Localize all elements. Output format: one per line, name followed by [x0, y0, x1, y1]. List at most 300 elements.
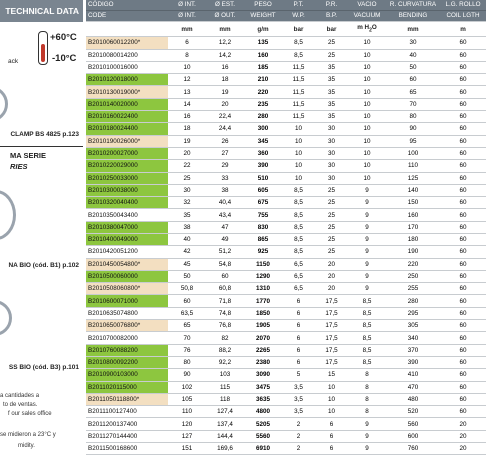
- table-cell: 6,5: [282, 283, 315, 295]
- table-cell: 9: [348, 221, 386, 233]
- max-temperature: +60°C: [50, 32, 77, 43]
- weight-cell: 510: [244, 172, 282, 184]
- table-cell: 12: [168, 74, 206, 86]
- product-code: B2010420051200: [86, 246, 168, 258]
- table-cell: 60: [440, 270, 486, 282]
- table-cell: 10: [348, 86, 386, 98]
- weight-cell: 1770: [244, 295, 282, 307]
- table-cell: 103: [206, 369, 244, 381]
- table-cell: 280: [386, 295, 440, 307]
- weight-cell: 1150: [244, 258, 282, 270]
- table-cell: 70: [168, 332, 206, 344]
- table-row: [86, 61, 486, 73]
- table-cell: 88,2: [206, 344, 244, 356]
- table-row: [86, 406, 486, 418]
- product-code: B2010300038000: [86, 184, 168, 196]
- unit-label: m: [440, 22, 486, 37]
- table-cell: 9: [348, 283, 386, 295]
- table-cell: 8,5: [348, 332, 386, 344]
- table-cell: 35: [315, 111, 348, 123]
- table-cell: 10: [348, 111, 386, 123]
- column-header: Ø INT.: [168, 0, 206, 11]
- table-cell: 60: [440, 37, 486, 49]
- table-cell: 3,5: [282, 381, 315, 393]
- table-cell: 60: [440, 172, 486, 184]
- table-row: [86, 221, 486, 233]
- table-row: [86, 86, 486, 98]
- product-code: B2010060012200*: [86, 37, 168, 49]
- table-cell: 305: [386, 320, 440, 332]
- table-cell: 10: [348, 172, 386, 184]
- table-cell: 80: [168, 356, 206, 368]
- product-code: B2010130019000*: [86, 86, 168, 98]
- weight-cell: 830: [244, 221, 282, 233]
- left-info-panel: [0, 0, 83, 466]
- table-cell: 10: [348, 37, 386, 49]
- column-header: Ø INT.: [168, 11, 206, 22]
- weight-cell: 3635: [244, 393, 282, 405]
- table-row: [86, 344, 486, 356]
- table-cell: 8: [348, 406, 386, 418]
- column-header: COIL LGTH: [440, 11, 486, 22]
- table-cell: 125: [386, 172, 440, 184]
- table-cell: 65: [168, 320, 206, 332]
- product-code: B2011020115000: [86, 381, 168, 393]
- table-cell: 110: [386, 160, 440, 172]
- table-cell: 63,5: [168, 307, 206, 319]
- bio-b3-reference: SS BIO (cód. B3) p.101: [8, 364, 79, 371]
- table-cell: 10: [168, 61, 206, 73]
- table-cell: 470: [386, 381, 440, 393]
- header-row-spanish: [86, 0, 486, 11]
- weight-cell: 755: [244, 209, 282, 221]
- table-cell: 90: [386, 123, 440, 135]
- table-cell: 45: [168, 258, 206, 270]
- table-row: [86, 430, 486, 442]
- product-code: B2010760088200: [86, 344, 168, 356]
- table-cell: 60: [440, 123, 486, 135]
- column-header: W.P.: [282, 11, 315, 22]
- product-code: B2011270144400: [86, 430, 168, 442]
- column-header: P.T.: [282, 0, 315, 11]
- table-row: [86, 307, 486, 319]
- table-cell: 390: [386, 356, 440, 368]
- table-cell: 92,2: [206, 356, 244, 368]
- column-header: WEIGHT: [244, 11, 282, 22]
- table-cell: 11,5: [282, 86, 315, 98]
- table-cell: 49: [206, 234, 244, 246]
- table-cell: 90: [168, 369, 206, 381]
- table-cell: 40: [386, 49, 440, 61]
- weight-cell: 5205: [244, 418, 282, 430]
- table-cell: 30: [315, 135, 348, 147]
- table-row: [86, 184, 486, 196]
- table-cell: 76: [168, 344, 206, 356]
- product-code: B2010080014200: [86, 49, 168, 61]
- weight-cell: 135: [244, 37, 282, 49]
- product-code: B2010100016000: [86, 61, 168, 73]
- column-header: P.R.: [315, 0, 348, 11]
- header-row-english: [86, 11, 486, 22]
- table-cell: 8,5: [348, 356, 386, 368]
- table-row: [86, 320, 486, 332]
- table-cell: 150: [386, 197, 440, 209]
- table-cell: 20: [206, 98, 244, 110]
- table-cell: 10: [348, 160, 386, 172]
- table-row: [86, 147, 486, 159]
- table-row: [86, 74, 486, 86]
- table-cell: 6: [315, 443, 348, 455]
- table-cell: 60: [168, 295, 206, 307]
- table-cell: 11,5: [282, 111, 315, 123]
- table-cell: 127: [168, 430, 206, 442]
- table-cell: 10: [315, 406, 348, 418]
- table-cell: 60: [440, 135, 486, 147]
- table-cell: 20: [440, 443, 486, 455]
- table-cell: 8,5: [282, 221, 315, 233]
- table-cell: 10: [348, 135, 386, 147]
- column-header: Ø EST.: [206, 0, 244, 11]
- product-code: B2011500168600: [86, 443, 168, 455]
- weight-cell: 1290: [244, 270, 282, 282]
- table-cell: 60: [440, 246, 486, 258]
- hose-image: [0, 300, 12, 336]
- table-cell: 42: [168, 246, 206, 258]
- table-cell: 220: [386, 258, 440, 270]
- product-code: B2010250033000: [86, 172, 168, 184]
- column-header: Ø OUT.: [206, 11, 244, 22]
- weight-cell: 185: [244, 61, 282, 73]
- product-code: B2010450054800*: [86, 258, 168, 270]
- table-row: [86, 37, 486, 49]
- table-row: [86, 49, 486, 61]
- table-cell: 600: [386, 430, 440, 442]
- table-cell: 190: [386, 246, 440, 258]
- product-code: B2010635074800: [86, 307, 168, 319]
- table-cell: 13: [168, 86, 206, 98]
- clamp-reference: CLAMP BS 4825 p.123: [10, 131, 79, 138]
- table-row: [86, 381, 486, 393]
- table-cell: 6: [282, 356, 315, 368]
- table-cell: 30: [315, 147, 348, 159]
- table-row: [86, 418, 486, 430]
- table-cell: 20: [315, 270, 348, 282]
- table-cell: 6: [282, 332, 315, 344]
- table-cell: 100: [386, 147, 440, 159]
- table-cell: 50: [168, 270, 206, 282]
- table-cell: 60: [440, 86, 486, 98]
- table-cell: 25: [315, 234, 348, 246]
- table-cell: 15: [315, 369, 348, 381]
- product-code: B2011100127400: [86, 406, 168, 418]
- table-cell: 95: [386, 135, 440, 147]
- table-cell: 25: [315, 209, 348, 221]
- table-cell: 8: [348, 381, 386, 393]
- table-cell: 9: [348, 443, 386, 455]
- table-cell: 25: [315, 221, 348, 233]
- table-cell: 25: [168, 172, 206, 184]
- table-row: [86, 332, 486, 344]
- table-cell: 60: [440, 160, 486, 172]
- table-cell: 560: [386, 418, 440, 430]
- product-code: B2010160022400: [86, 111, 168, 123]
- table-cell: 6,5: [282, 258, 315, 270]
- table-row: [86, 393, 486, 405]
- table-cell: 250: [386, 270, 440, 282]
- weight-cell: 2380: [244, 356, 282, 368]
- column-header: B.P.: [315, 11, 348, 22]
- table-cell: 2: [282, 443, 315, 455]
- table-cell: 40: [168, 234, 206, 246]
- table-cell: 151: [168, 443, 206, 455]
- table-cell: 8,5: [282, 209, 315, 221]
- column-header: CODE: [86, 11, 168, 22]
- product-code: B2010900103000: [86, 369, 168, 381]
- technical-data-table: [86, 0, 481, 466]
- table-row: [86, 295, 486, 307]
- note-line: se midieron a 23°C y: [0, 432, 56, 438]
- table-cell: 8,5: [282, 197, 315, 209]
- table-cell: 6: [282, 295, 315, 307]
- table-cell: 2: [282, 430, 315, 442]
- table-cell: 18: [168, 123, 206, 135]
- table-cell: 60: [440, 221, 486, 233]
- table-cell: 10: [348, 98, 386, 110]
- product-code: B2011050118800*: [86, 393, 168, 405]
- table-cell: 22,4: [206, 111, 244, 123]
- technical-data-header: TECHNICAL DATA: [0, 0, 83, 22]
- table-cell: 60: [440, 406, 486, 418]
- weight-cell: 6910: [244, 443, 282, 455]
- table-cell: 9: [348, 234, 386, 246]
- table-cell: 127,4: [206, 406, 244, 418]
- unit-label: [86, 22, 168, 37]
- table-cell: 10: [282, 147, 315, 159]
- table-cell: 255: [386, 283, 440, 295]
- product-code: B2010120018000: [86, 74, 168, 86]
- table-cell: 26: [206, 135, 244, 147]
- table-cell: 51,2: [206, 246, 244, 258]
- serie-subtitle: RIES: [10, 162, 28, 171]
- table-cell: 14: [168, 98, 206, 110]
- table-cell: 60: [440, 356, 486, 368]
- thermometer-icon: [38, 31, 48, 65]
- table-cell: 17,5: [315, 295, 348, 307]
- table-cell: 10: [348, 49, 386, 61]
- table-cell: 12,2: [206, 37, 244, 49]
- table-row: [86, 246, 486, 258]
- table-cell: 105: [168, 393, 206, 405]
- table-cell: 25: [315, 246, 348, 258]
- column-header: CÓDIGO: [86, 0, 168, 11]
- table-cell: 8,5: [348, 295, 386, 307]
- column-header: BENDING: [386, 11, 440, 22]
- table-cell: 180: [386, 234, 440, 246]
- table-cell: 60: [440, 283, 486, 295]
- weight-cell: 1850: [244, 307, 282, 319]
- product-code: B2010320040400: [86, 197, 168, 209]
- table-cell: 118: [206, 393, 244, 405]
- note-line: a cantidades a: [0, 393, 40, 399]
- table-row: [86, 197, 486, 209]
- unit-label: mm: [206, 22, 244, 37]
- table-cell: 8,5: [282, 49, 315, 61]
- table-cell: 8,5: [282, 246, 315, 258]
- product-code: B2011200137400: [86, 418, 168, 430]
- table-row: [86, 356, 486, 368]
- weight-cell: 160: [244, 49, 282, 61]
- product-code: B2010380047000: [86, 221, 168, 233]
- weight-cell: 925: [244, 246, 282, 258]
- table-cell: 38: [168, 221, 206, 233]
- table-cell: 8,5: [282, 234, 315, 246]
- product-code: B2010400049000: [86, 234, 168, 246]
- table-cell: 8,5: [282, 37, 315, 49]
- table-cell: 16: [206, 61, 244, 73]
- table-cell: 17,5: [315, 307, 348, 319]
- table-cell: 60: [440, 381, 486, 393]
- table-cell: 6,5: [282, 270, 315, 282]
- hose-image: [0, 86, 8, 122]
- table-row: [86, 111, 486, 123]
- table-cell: 25: [315, 184, 348, 196]
- table-cell: 74,8: [206, 307, 244, 319]
- table-cell: 35: [315, 61, 348, 73]
- table-cell: 8,5: [282, 184, 315, 196]
- table-cell: 60: [440, 74, 486, 86]
- table-cell: 27: [206, 147, 244, 159]
- table-cell: 160: [386, 209, 440, 221]
- table-cell: 33: [206, 172, 244, 184]
- table-cell: 60: [440, 234, 486, 246]
- table-cell: 60: [440, 344, 486, 356]
- unit-label: mm: [386, 22, 440, 37]
- table-cell: 6: [168, 37, 206, 49]
- table-cell: 70: [386, 98, 440, 110]
- table-cell: 144,4: [206, 430, 244, 442]
- table-cell: 9: [348, 184, 386, 196]
- table-cell: 9: [348, 430, 386, 442]
- weight-cell: 235: [244, 98, 282, 110]
- serie-title: MA SERIE: [10, 151, 46, 160]
- product-code: B2010200027000: [86, 147, 168, 159]
- table-cell: 11,5: [282, 98, 315, 110]
- table-cell: 60: [386, 74, 440, 86]
- weight-cell: 300: [244, 123, 282, 135]
- table-cell: 20: [315, 258, 348, 270]
- table-cell: 20: [315, 283, 348, 295]
- table-cell: 25: [315, 197, 348, 209]
- table-cell: 60: [440, 320, 486, 332]
- table-cell: 22: [168, 160, 206, 172]
- table-cell: 60: [440, 111, 486, 123]
- table-cell: 10: [315, 381, 348, 393]
- table-cell: 6: [282, 307, 315, 319]
- table-cell: 60: [440, 369, 486, 381]
- table-cell: 6: [282, 320, 315, 332]
- product-code: B2010220029000: [86, 160, 168, 172]
- table-cell: 60: [440, 295, 486, 307]
- weight-cell: 360: [244, 147, 282, 159]
- bio-b1-reference: NA BIO (cód. B1) p.102: [8, 262, 79, 269]
- unit-label: bar: [282, 22, 315, 37]
- table-row: [86, 369, 486, 381]
- table-cell: 6: [315, 418, 348, 430]
- unit-label: bar: [315, 22, 348, 37]
- table-cell: 60: [440, 332, 486, 344]
- table-cell: 120: [168, 418, 206, 430]
- table-cell: 25: [315, 37, 348, 49]
- product-code: B2010700082000: [86, 332, 168, 344]
- table-cell: 25: [315, 49, 348, 61]
- table-cell: 9: [348, 270, 386, 282]
- table-cell: 16: [168, 111, 206, 123]
- table-cell: 60,8: [206, 283, 244, 295]
- table-cell: 6: [282, 344, 315, 356]
- product-code: B2010140020000: [86, 98, 168, 110]
- table-cell: 19: [206, 86, 244, 98]
- product-code: B2010800092200: [86, 356, 168, 368]
- column-header: VACUUM: [348, 11, 386, 22]
- table-cell: 170: [386, 221, 440, 233]
- note-line: midity.: [18, 443, 35, 449]
- table-cell: 11,5: [282, 74, 315, 86]
- table-cell: 480: [386, 393, 440, 405]
- table-cell: 60: [440, 393, 486, 405]
- product-code: B2010190026000*: [86, 135, 168, 147]
- table-cell: 137,4: [206, 418, 244, 430]
- note-line: f our sales office: [8, 411, 52, 417]
- table-cell: 9: [348, 209, 386, 221]
- table-cell: 19: [168, 135, 206, 147]
- table-row: [86, 443, 486, 455]
- table-cell: 43,4: [206, 209, 244, 221]
- product-code: B2010508060800*: [86, 283, 168, 295]
- weight-cell: 280: [244, 111, 282, 123]
- table-cell: 10: [348, 74, 386, 86]
- note-line: to de ventas.: [3, 402, 38, 408]
- table-cell: 60: [440, 258, 486, 270]
- table-cell: 5: [282, 369, 315, 381]
- table-cell: 17,5: [315, 332, 348, 344]
- table-cell: 40,4: [206, 197, 244, 209]
- table-cell: 60: [440, 184, 486, 196]
- ack-text: ack: [8, 58, 19, 65]
- hose-image: [0, 190, 16, 240]
- table-cell: 60: [440, 49, 486, 61]
- table-cell: 24,4: [206, 123, 244, 135]
- weight-cell: 4800: [244, 406, 282, 418]
- table-cell: 3,5: [282, 393, 315, 405]
- table-cell: 30: [315, 172, 348, 184]
- table-cell: 17,5: [315, 344, 348, 356]
- column-header: VACIO: [348, 0, 386, 11]
- table-cell: 29: [206, 160, 244, 172]
- unit-label: mm: [168, 22, 206, 37]
- table-cell: 6: [315, 430, 348, 442]
- table-cell: 18: [206, 74, 244, 86]
- table-cell: 20: [168, 147, 206, 159]
- table-cell: 60: [440, 307, 486, 319]
- table-cell: 10: [282, 160, 315, 172]
- table-row: [86, 283, 486, 295]
- weight-cell: 210: [244, 74, 282, 86]
- table-row: [86, 160, 486, 172]
- table-cell: 9: [348, 418, 386, 430]
- table-cell: 35: [168, 209, 206, 221]
- table-cell: 340: [386, 332, 440, 344]
- column-header: L.G. ROLLO: [440, 0, 486, 11]
